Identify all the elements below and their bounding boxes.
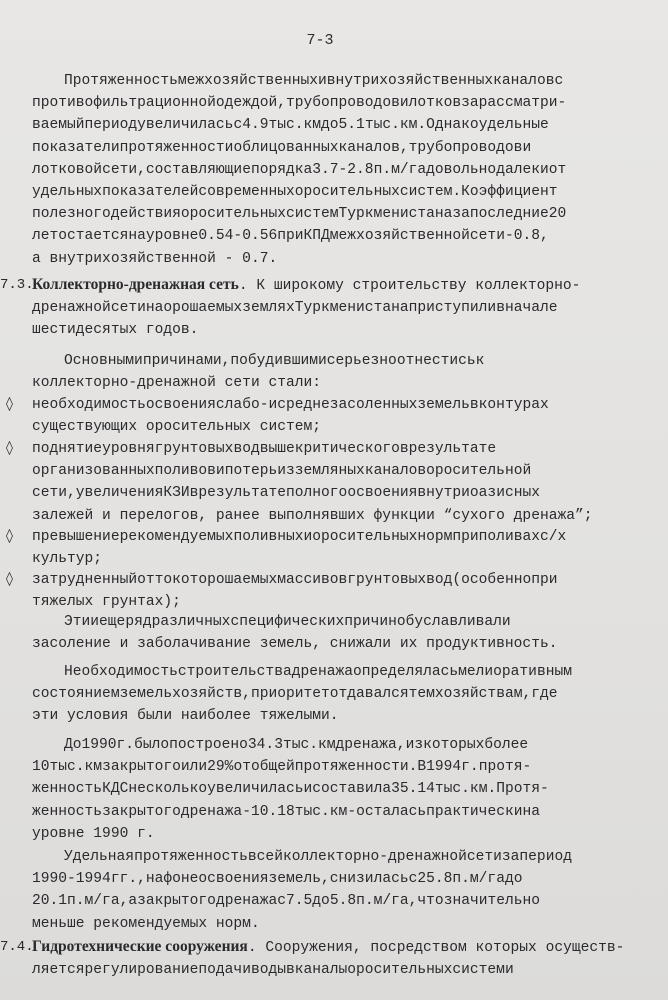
word: Удельная	[64, 849, 135, 865]
word: систем.	[399, 184, 462, 201]
word: противофильтрационной	[32, 95, 216, 112]
word: увеличилась	[207, 781, 304, 798]
bullet-item	[32, 569, 638, 613]
text-line	[32, 460, 638, 482]
word: Туркменистана	[294, 300, 409, 317]
text-line	[32, 438, 638, 460]
word: приоритет	[250, 686, 330, 703]
word: сети	[466, 849, 502, 865]
word: коллекторно-дренажной	[282, 849, 467, 865]
word: организованных	[32, 463, 155, 480]
text-line: тяжелых грунтах);	[32, 594, 181, 611]
word: составила	[312, 781, 392, 798]
text-line	[32, 801, 638, 823]
word: дренажа	[180, 803, 243, 820]
word: порядка	[250, 161, 313, 178]
word: практически	[426, 803, 523, 820]
diamond-bullet-icon: ◊	[6, 528, 13, 544]
word: Протя-	[496, 781, 549, 798]
paragraph-canal-length	[32, 70, 638, 270]
word: протя-	[478, 759, 532, 776]
word: с	[554, 73, 564, 89]
word: отдавался	[329, 686, 409, 703]
word: и	[215, 463, 225, 480]
word: современных	[198, 184, 295, 201]
word: потерь	[224, 463, 278, 480]
word: на	[128, 228, 146, 245]
word: лотковой	[32, 161, 103, 178]
word: гг.,	[110, 871, 146, 888]
text-line	[32, 225, 638, 247]
word: систем	[452, 962, 505, 979]
word: вод	[233, 441, 260, 457]
word: ляется	[32, 962, 85, 979]
word: при	[277, 228, 304, 245]
word: отток	[137, 572, 181, 588]
word: 7.5	[286, 893, 313, 910]
word: освоения	[347, 485, 418, 502]
word: обуславливали	[396, 614, 511, 630]
word: трубопроводов	[408, 139, 523, 156]
word: женность	[32, 803, 103, 820]
word: земель	[417, 397, 470, 413]
word: и	[268, 397, 278, 413]
word: далеки	[496, 161, 549, 178]
word: и	[522, 139, 532, 156]
word: Необходимость	[64, 664, 178, 680]
word: период	[519, 849, 572, 865]
word: показатели	[32, 139, 120, 156]
word: специфических	[230, 614, 345, 630]
word: закрытого	[137, 893, 216, 910]
word: 20	[548, 206, 567, 223]
word: женность	[32, 781, 103, 798]
word: с	[233, 117, 243, 134]
word: причин	[344, 614, 397, 630]
word: и	[90, 614, 100, 630]
word: оросительных	[312, 529, 418, 545]
paragraph-specific-reasons	[32, 611, 638, 655]
text-line	[32, 661, 638, 683]
word: 29%	[207, 759, 234, 776]
word: мелиоративным	[458, 664, 572, 680]
word: каналы	[294, 962, 348, 979]
word: удельные	[478, 117, 549, 134]
text-line	[32, 734, 638, 756]
word: тыс.км	[294, 803, 348, 820]
word: вод	[426, 572, 453, 588]
word: Коэффициент	[461, 184, 558, 201]
word: 10.18	[250, 803, 295, 820]
word: межхозяйственной	[329, 228, 470, 245]
word: уровня	[102, 441, 155, 457]
text-line	[32, 394, 638, 416]
word: Протяженность	[64, 73, 178, 89]
word: 20.1	[32, 893, 68, 910]
word: лет	[32, 228, 59, 245]
word: освоения	[145, 397, 216, 413]
word: В	[417, 759, 427, 776]
text-fragment: . Сооружения, посредством которых осуществ-	[247, 940, 625, 956]
word: тыс.км.	[434, 781, 497, 798]
word: каналов	[364, 463, 427, 480]
text-line	[32, 756, 638, 778]
word: от	[233, 759, 251, 776]
text-line	[32, 92, 638, 114]
word: п.м/га	[452, 871, 505, 888]
word: внутрихозяйственных	[326, 73, 494, 89]
text-line	[32, 569, 638, 591]
text-line: меньше рекомендуемых норм.	[32, 915, 260, 932]
word: протяженность	[134, 849, 248, 865]
word: в	[496, 300, 505, 317]
word: до	[504, 871, 523, 888]
word: 10	[32, 759, 50, 776]
text-line	[32, 868, 638, 890]
word: серьезно	[326, 353, 397, 369]
word: протяженности	[119, 139, 234, 156]
word: Эти	[64, 614, 91, 630]
word: за	[461, 95, 479, 112]
word: земель,	[268, 871, 330, 888]
word: на	[145, 871, 164, 888]
word: норм	[417, 529, 453, 545]
word: слабо-	[215, 397, 269, 413]
word: г.	[461, 759, 479, 776]
text-line	[32, 203, 638, 225]
text-line	[32, 181, 638, 203]
word: в	[285, 962, 295, 979]
word: рекомендуемых	[119, 529, 234, 545]
page-number: 7-3	[306, 32, 334, 49]
word: и	[399, 95, 409, 112]
word: увеличения	[75, 485, 164, 502]
word: которых	[423, 737, 485, 753]
word: результате	[408, 441, 497, 457]
section-heading-drainage: Коллекторно-дренажная сеть	[32, 276, 239, 293]
word: при	[531, 572, 558, 588]
paragraph-drainage-necessity	[32, 661, 638, 728]
word: Основными	[64, 353, 143, 369]
word: и	[303, 781, 313, 798]
word: критического	[294, 441, 400, 457]
word: действия	[110, 206, 181, 223]
word: различных	[151, 614, 231, 630]
word: оросительных	[180, 206, 286, 223]
word: в	[189, 485, 199, 502]
word: лотков	[408, 95, 462, 112]
word: закрытого	[102, 759, 181, 776]
word: земляных	[294, 463, 365, 480]
section-first-line	[32, 274, 638, 297]
word: дренажной	[32, 300, 111, 317]
word: определялась	[353, 664, 459, 680]
word: затрудненный	[32, 572, 138, 588]
word: закрытого	[102, 803, 181, 820]
text-line	[32, 526, 638, 548]
word: п.м/га,	[356, 893, 418, 910]
word: за	[452, 206, 470, 223]
diamond-bullet-icon: ◊	[6, 571, 13, 587]
word: а	[128, 893, 138, 910]
word: поливов	[154, 463, 216, 480]
word: -	[242, 803, 251, 820]
word: поднятие	[32, 441, 103, 457]
word: КЗИ	[163, 485, 190, 502]
word: поливах	[478, 529, 540, 545]
word: одеждой,	[215, 95, 286, 112]
text-line	[32, 114, 638, 136]
text-line: уровне 1990 г.	[32, 825, 155, 842]
section-7-4	[32, 936, 638, 981]
word: ваемый	[32, 117, 85, 134]
word: сети,	[102, 161, 146, 178]
section-number-7-4: 7.4.	[0, 939, 34, 955]
word: трубопроводов	[285, 95, 400, 112]
word: поливных	[233, 529, 304, 545]
word: -	[347, 803, 357, 820]
word: облицованных	[233, 139, 339, 156]
word: внутриоазисных	[417, 485, 540, 502]
word: с	[277, 893, 287, 910]
word: причинами,	[142, 353, 231, 369]
text-line	[32, 297, 638, 319]
word: воды	[250, 962, 286, 979]
word: п.м/га	[373, 161, 427, 178]
word: осталась	[356, 803, 427, 820]
word: 35.14	[391, 781, 435, 798]
word: начале	[504, 300, 558, 317]
word: освоения	[198, 871, 269, 888]
text-line	[32, 159, 638, 181]
word: 25.8	[417, 871, 453, 888]
text-line: существующих оросительных систем;	[32, 419, 322, 436]
word: оросительных	[347, 962, 453, 979]
word: среднезасоленных	[277, 397, 418, 413]
section-heading-hydraulic-structures: Гидротехнические сооружения	[32, 938, 248, 955]
word: от	[548, 161, 567, 178]
text-line: засоление и заболачивание земель, снижали их продуктивность.	[32, 636, 558, 653]
word: массивов	[277, 572, 348, 588]
word: До	[64, 737, 82, 753]
word: 1994	[426, 759, 462, 776]
word: фоне	[163, 871, 199, 888]
bullet-item	[32, 394, 638, 438]
word: на	[522, 803, 540, 820]
text-line	[32, 846, 638, 868]
word: дренажа	[215, 893, 278, 910]
word: 5.8	[329, 893, 357, 910]
word: КДС	[102, 781, 129, 798]
section-7-3	[32, 274, 638, 342]
word: или	[180, 759, 208, 776]
bullet-item	[32, 526, 638, 570]
word: последние	[469, 206, 549, 223]
word: всей	[247, 849, 283, 865]
word: и	[303, 529, 313, 545]
word: в	[469, 397, 479, 413]
word: Однако	[426, 117, 479, 134]
word: 1990	[81, 737, 117, 753]
word: уровне	[145, 228, 199, 245]
word: контурах	[478, 397, 549, 413]
bullet-item	[32, 438, 638, 527]
word: г.	[116, 737, 135, 753]
word: грунтовых	[347, 572, 427, 588]
word: в	[399, 441, 409, 457]
word: полезного	[32, 206, 111, 223]
word: 3.7-2.8	[312, 161, 374, 178]
word: земель	[119, 686, 173, 703]
word: каналов,	[338, 139, 409, 156]
word: ряд	[125, 614, 152, 630]
word: до	[312, 893, 330, 910]
text-line: шестидесятых годов.	[32, 322, 199, 339]
word: землях	[242, 300, 295, 317]
word: выше	[259, 441, 295, 457]
word: орошаемых	[163, 300, 243, 317]
word: подачи	[198, 962, 251, 979]
word: было	[134, 737, 170, 753]
word: необходимость	[32, 397, 146, 413]
paragraph-specific-length	[32, 846, 638, 935]
word: Туркменистана	[338, 206, 453, 223]
word: рассматри-	[478, 95, 567, 112]
word: за	[501, 849, 520, 865]
word: тыс.км.	[364, 117, 427, 134]
word: протяженности.	[294, 759, 418, 776]
word: с/х	[539, 529, 567, 545]
diamond-bullet-icon: ◊	[6, 396, 13, 412]
word: полного	[286, 485, 348, 502]
word: сети	[110, 300, 146, 317]
word: увеличилась	[137, 117, 234, 134]
word: тыс.км	[282, 737, 336, 753]
word: 1990-1994	[32, 871, 111, 888]
word: на	[145, 300, 164, 317]
word: к	[475, 353, 485, 369]
paragraph-drainage-1990	[32, 734, 638, 845]
word: еще	[99, 614, 126, 630]
word: хозяйств,	[172, 686, 251, 703]
word: 0.8,	[513, 228, 549, 245]
word: составляющие	[145, 161, 251, 178]
word: каналов	[493, 73, 555, 89]
word: орошаемых	[198, 572, 278, 588]
word: межхозяйственных	[177, 73, 318, 89]
word: оросительной	[426, 463, 532, 480]
word: п.м/га,	[67, 893, 129, 910]
word: результате	[198, 485, 286, 502]
text-line	[32, 683, 638, 705]
word: (особенно	[452, 572, 532, 588]
word: систем	[285, 206, 339, 223]
word: 5.1	[338, 117, 365, 134]
word: с	[408, 871, 418, 888]
word: 34.3	[247, 737, 283, 753]
word: 4.9	[242, 117, 269, 134]
word: регулирование	[84, 962, 199, 979]
word: снизилась	[329, 871, 409, 888]
word: грунтовых	[154, 441, 234, 457]
word: несколько	[128, 781, 208, 798]
word: -	[504, 228, 514, 245]
word: отнестись	[396, 353, 476, 369]
text-line	[32, 350, 638, 372]
word: сети	[469, 228, 505, 245]
text-line	[32, 778, 638, 800]
word: до	[321, 117, 339, 134]
paragraph-reasons-intro	[32, 350, 638, 394]
word: тыс.км	[49, 759, 103, 776]
word: и	[504, 962, 514, 979]
word: где	[531, 686, 558, 703]
text-fragment: . К широкому строительству коллекторно-	[238, 278, 581, 294]
word: хозяйствам,	[434, 686, 532, 703]
word: от	[180, 572, 199, 588]
word: остается	[58, 228, 129, 245]
word: довольно	[426, 161, 497, 178]
word: показателей	[102, 184, 199, 201]
text-line: коллекторно-дренажной сети стали:	[32, 375, 322, 392]
word: общей	[250, 759, 295, 776]
word: из	[277, 463, 295, 480]
word: оросительных	[294, 184, 400, 201]
word: строительства	[177, 664, 292, 680]
word: период	[84, 117, 138, 134]
word: из	[405, 737, 424, 753]
word: что	[417, 893, 444, 910]
text-line: эти условия были наиболее тяжелыми.	[32, 708, 339, 725]
text-line: культур;	[32, 551, 103, 568]
diamond-bullet-icon: ◊	[6, 440, 13, 456]
word: состоянием	[32, 686, 120, 703]
text-line	[32, 70, 638, 92]
word: значительно	[443, 893, 541, 910]
text-line: а внутрихозяйственной - 0.7.	[32, 250, 278, 267]
text-line	[32, 890, 638, 912]
word: и	[317, 73, 327, 89]
word: при	[452, 529, 479, 545]
word: построено	[169, 737, 248, 753]
text-line	[32, 137, 638, 159]
word: КПД	[303, 228, 330, 245]
word: более	[484, 737, 529, 753]
text-line	[32, 611, 638, 633]
section-number-7-3: 7.3.	[0, 277, 34, 293]
word: тыс.км	[268, 117, 322, 134]
text-line: залежей и перелогов, ранее выполнявших функции “сухого дренажа”;	[32, 507, 593, 524]
word: приступили	[408, 300, 497, 317]
word: 0.54-0.56	[198, 228, 278, 245]
word: тем	[408, 686, 435, 703]
section-first-line	[32, 936, 638, 959]
word: дренажа	[291, 664, 354, 680]
word: удельных	[32, 184, 103, 201]
word: превышение	[32, 529, 120, 545]
text-line	[32, 959, 638, 981]
word: побудившими	[230, 353, 327, 369]
word: дренажа,	[335, 737, 406, 753]
text-line	[32, 482, 638, 504]
word: сети,	[32, 485, 76, 502]
